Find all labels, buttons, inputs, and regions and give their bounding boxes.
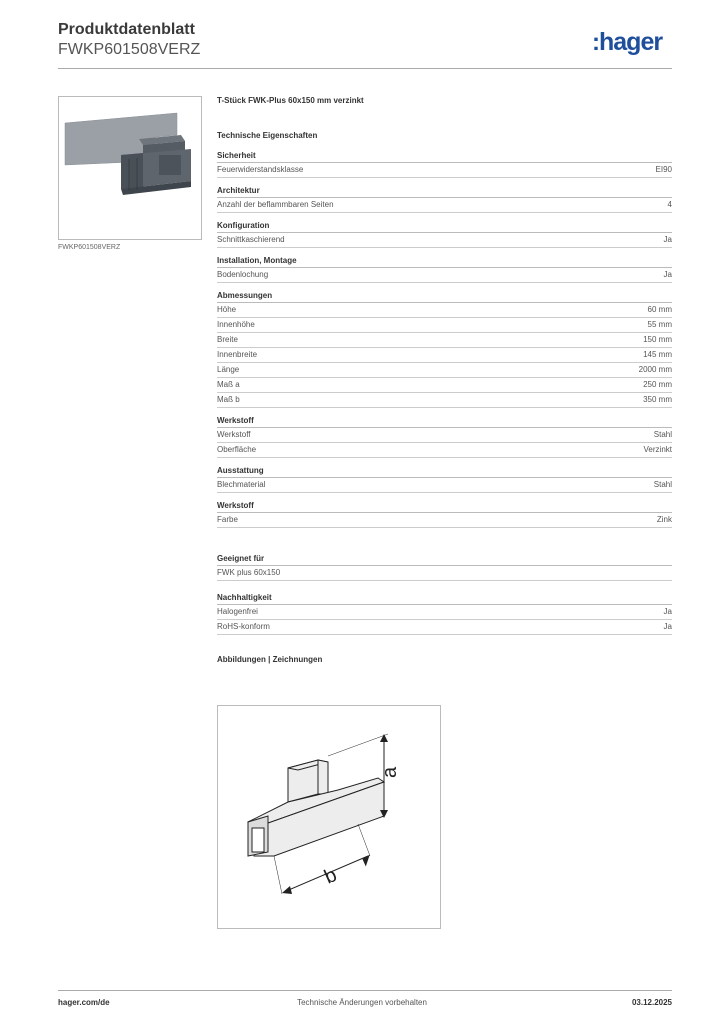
property-row xyxy=(217,428,672,443)
section-werkstoff xyxy=(217,414,672,458)
footer-date: 03.12.2025 xyxy=(631,998,672,1007)
property-label: Höhe xyxy=(217,305,237,314)
section-heading: Nachhaltigkeit xyxy=(217,591,672,605)
section-abmessungen xyxy=(217,289,672,408)
property-row xyxy=(217,378,672,393)
dimension-label-b: b xyxy=(321,863,341,889)
section-konfiguration xyxy=(217,219,672,248)
page-title: Produktdatenblatt xyxy=(58,21,195,38)
technical-properties-heading: Technische Eigenschaften xyxy=(217,131,318,140)
property-value: EI90 xyxy=(655,165,672,174)
property-value: 150 mm xyxy=(643,335,672,344)
property-row xyxy=(217,363,672,378)
property-row xyxy=(217,478,672,493)
product-code: FWKP601508VERZ xyxy=(58,41,201,58)
dimension-label-a: a xyxy=(379,766,401,778)
t-piece-drawing xyxy=(218,706,440,928)
product-image-caption: FWKP601508VERZ xyxy=(58,244,121,251)
property-row xyxy=(217,268,672,283)
section-heading: Werkstoff xyxy=(217,414,672,428)
section-heading: Konfiguration xyxy=(217,219,672,233)
property-row xyxy=(217,163,672,178)
section-heading: Ausstattung xyxy=(217,464,672,478)
property-label: Maß b xyxy=(217,395,240,404)
section-installation xyxy=(217,254,672,283)
property-row xyxy=(217,393,672,408)
property-row xyxy=(217,198,672,213)
section-heading: Sicherheit xyxy=(217,149,672,163)
product-details xyxy=(217,94,672,666)
hager-logo: :hager xyxy=(592,28,663,56)
property-label: Farbe xyxy=(217,515,238,524)
property-row xyxy=(217,566,672,581)
section-heading: Geeignet für xyxy=(217,552,672,566)
property-row xyxy=(217,333,672,348)
footer-website: hager.com/de xyxy=(58,998,110,1007)
header-divider xyxy=(58,68,672,69)
page-header xyxy=(58,20,200,60)
section-geeignet-fuer xyxy=(217,552,672,581)
technical-drawing xyxy=(217,705,441,929)
property-value: Verzinkt xyxy=(643,445,672,454)
property-label: Breite xyxy=(217,335,238,344)
property-label: Oberfläche xyxy=(217,445,257,454)
section-sicherheit xyxy=(217,149,672,178)
property-row xyxy=(217,443,672,458)
property-value: 250 mm xyxy=(643,380,672,389)
property-value: Stahl xyxy=(653,430,672,439)
property-value: Ja xyxy=(663,607,672,616)
property-value: Stahl xyxy=(653,480,672,489)
property-label: Halogenfrei xyxy=(217,607,258,616)
property-label: Werkstoff xyxy=(217,430,251,439)
property-value: Ja xyxy=(663,622,672,631)
property-value: Ja xyxy=(663,270,672,279)
drawings-heading: Abbildungen | Zeichnungen xyxy=(217,655,323,664)
property-label: RoHS-konform xyxy=(217,622,270,631)
property-label: Schnittkaschierend xyxy=(217,235,285,244)
property-row xyxy=(217,318,672,333)
property-label: Bodenlochung xyxy=(217,270,269,279)
property-label: FWK plus 60x150 xyxy=(217,568,281,577)
property-value: 55 mm xyxy=(647,320,672,329)
logo-text: hager xyxy=(599,28,663,56)
property-row xyxy=(217,605,672,620)
section-heading: Werkstoff xyxy=(217,499,672,513)
property-value: 4 xyxy=(667,200,672,209)
property-label: Blechmaterial xyxy=(217,480,266,489)
product-name: T-Stück FWK-Plus 60x150 mm verzinkt xyxy=(217,96,364,105)
section-werkstoff-farbe xyxy=(217,499,672,528)
property-row xyxy=(217,620,672,635)
property-label: Maß a xyxy=(217,380,240,389)
section-heading: Abmessungen xyxy=(217,289,672,303)
section-ausstattung xyxy=(217,464,672,493)
property-row xyxy=(217,303,672,318)
property-row xyxy=(217,348,672,363)
section-nachhaltigkeit xyxy=(217,591,672,635)
property-label: Anzahl der beflammbaren Seiten xyxy=(217,200,334,209)
property-label: Länge xyxy=(217,365,240,374)
section-architektur xyxy=(217,184,672,213)
property-row xyxy=(217,233,672,248)
footer-divider xyxy=(58,990,672,991)
product-image xyxy=(58,96,202,240)
property-label: Innenhöhe xyxy=(217,320,255,329)
property-value: 350 mm xyxy=(643,395,672,404)
property-value: 145 mm xyxy=(643,350,672,359)
property-label: Innenbreite xyxy=(217,350,258,359)
property-value: 2000 mm xyxy=(638,365,672,374)
property-row xyxy=(217,513,672,528)
property-value: Ja xyxy=(663,235,672,244)
section-heading: Installation, Montage xyxy=(217,254,672,268)
property-value: 60 mm xyxy=(647,305,672,314)
product-photo-illustration xyxy=(59,97,201,239)
property-label: Feuerwiderstandsklasse xyxy=(217,165,304,174)
section-heading: Architektur xyxy=(217,184,672,198)
property-value: Zink xyxy=(656,515,672,524)
footer-disclaimer: Technische Änderungen vorbehalten xyxy=(297,998,427,1007)
